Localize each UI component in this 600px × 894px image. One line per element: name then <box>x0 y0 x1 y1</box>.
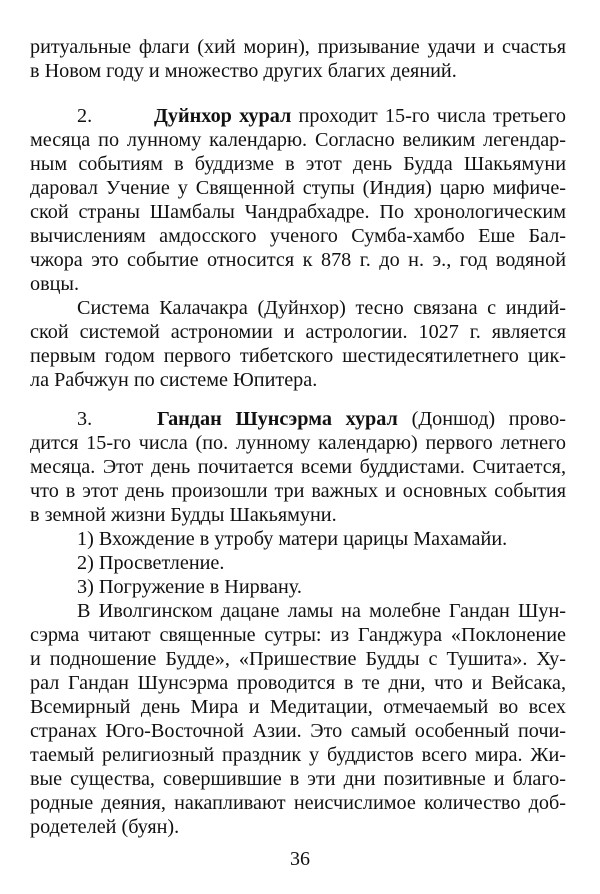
section-number: 3. <box>77 408 93 430</box>
list-item: 2) Просветление. <box>77 552 225 574</box>
text-line: чжора это событие относится к 878 г. до н. э., год водяной <box>30 249 566 271</box>
text-line: В Иволгинском дацане ламы на молебне Гандан Шун- <box>77 600 566 622</box>
section-2-heading-line <box>77 104 566 128</box>
text-line: ла Рабчжун по системе Юпитера. <box>30 369 318 391</box>
text-line: вычислениям амдосского ученого Сумба-хамбо Еше Бал- <box>30 225 566 247</box>
text-line: ритуальные флаги (хий морин), призывание удачи и счастья <box>30 36 566 58</box>
section-title: Дуйнхор хурал <box>154 105 292 127</box>
text-line: таемый религиозный праздник у буддистов всего мира. Жи- <box>30 744 566 766</box>
text-line: в Новом году и множество других благих деяний. <box>30 60 457 82</box>
text-line: рал Гандан Шунсэрма проводится в те дни, что и Вейсака, <box>30 672 566 694</box>
text-line: ской страны Шамбалы Чандрабхадре. По хронологическим <box>30 201 566 223</box>
text-line: месяца по лунному календарю. Согласно великим легендар- <box>30 129 566 151</box>
page-number: 36 <box>290 848 310 870</box>
list-item: 3) Погружение в Нирвану. <box>77 576 302 598</box>
text-line: странах Юго-Восточной Азии. Это самый особенный почи- <box>30 720 566 742</box>
text-line: даровал Учение у Священной ступы (Индия) царю мифиче- <box>30 177 566 199</box>
text-line: сэрма читают священные сутры: из Ганджура «Поклонение <box>30 624 566 646</box>
section-number: 2. <box>77 105 93 127</box>
text-line: родные деяния, накапливают неисчислимое количество доб- <box>30 792 566 814</box>
text-run: проходит 15-го числа третьего <box>291 105 567 127</box>
text-line: месяца. Этот день почитается всеми буддистами. Считается, <box>30 456 566 478</box>
list-item: 1) Вхождение в утробу матери царицы Махамайи. <box>77 528 508 550</box>
text-line: дится 15-го числа (по. лунному календарю) первого летнего <box>30 432 566 454</box>
text-line: в земной жизни Будды Шакьямуни. <box>30 504 337 526</box>
text-line: и подношение Будде», «Пришествие Будды с Тушита». Ху- <box>30 648 566 670</box>
section-title: Гандан Шунсэрма хурал <box>157 408 398 430</box>
section-3-heading-line <box>77 407 566 431</box>
text-line: овцы. <box>30 273 80 295</box>
text-line: ской системой астрономии и астрологии. 1027 г. является <box>30 321 566 343</box>
text-line: ным событиям в буддизме в этот день Будда Шакьямуни <box>30 153 566 175</box>
text-run: (Доншод) прово- <box>397 408 566 430</box>
text-line: первым годом первого тибетского шестидесятилетнего цик- <box>30 345 566 367</box>
text-line: родетелей (буян). <box>30 816 180 838</box>
text-line: Всемирный день Мира и Медитации, отмечаемый во всех <box>30 696 566 718</box>
text-line: что в этот день произошли три важных и основных события <box>30 480 566 502</box>
text-line: Система Калачакра (Дуйнхор) тесно связана с индий- <box>77 297 566 319</box>
text-line: вые существа, совершившие в эти дни позитивные и благо- <box>30 768 566 790</box>
